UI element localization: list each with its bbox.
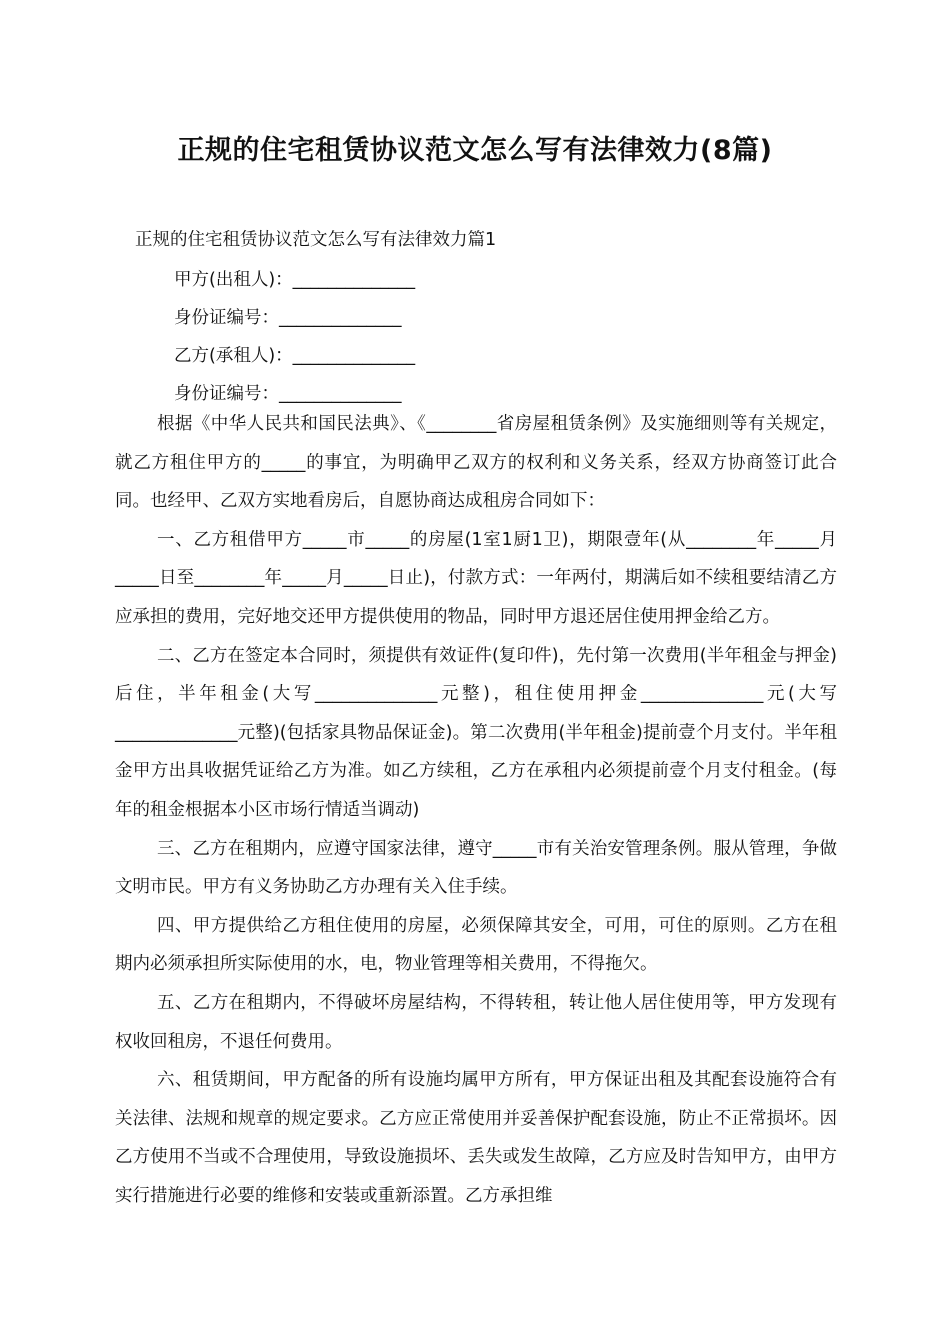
section-heading: 正规的住宅租赁协议范文怎么写有法律效力篇1 bbox=[135, 230, 497, 250]
landlord-id-field: 身份证编号：______________ bbox=[174, 308, 402, 328]
paragraph-clause-3: 三、乙方在租期内，应遵守国家法律，遵守_____市有关治安管理条例。服从管理，争做文明市民。甲方有义务协助乙方办理有关入住手续。 bbox=[115, 838, 837, 898]
landlord-field: 甲方(出租人)：______________ bbox=[174, 270, 416, 290]
tenant-id-field: 身份证编号：______________ bbox=[174, 384, 402, 404]
contract-body bbox=[115, 405, 837, 1215]
paragraph-clause-6: 六、租赁期间，甲方配备的所有设施均属甲方所有，甲方保证出租及其配套设施符合有关法律、法规和规章的规定要求。乙方应正常使用并妥善保护配套设施，防止不正常损坏。因乙方使用不当或不合理使用，导致设施损坏、丢失或发生故障，乙方应及时告知甲方，由甲方实行措施进行必要的维修和安装或重新添置。乙方承担维 bbox=[115, 1070, 837, 1206]
tenant-field: 乙方(承租人)：______________ bbox=[174, 346, 416, 366]
paragraph-clause-1: 一、乙方租借甲方_____市_____的房屋(1室1厨1卫)，期限壹年(从________年_____月_____日至________年_____月_____日止)，付款方式：一年两付，期满后如不续租要结清乙方应承担的费用，完好地交还甲方提供使用的物品，同时甲方退还居住使用押金给乙方。 bbox=[115, 529, 837, 627]
paragraph-clause-2: 二、乙方在签定本合同时，须提供有效证件(复印件)，先付第一次费用(半年租金与押金)后住，半年租金(大写______________元整)，租住使用押金______________元(大写______________元整)(包括家具物品保证金)。第二次费用(半年租金)提前壹个月支付。半年租金甲方出具收据凭证给乙方为准。如乙方续租，乙方在承租内必须提前壹个月支付租金。(每年的租金根据本小区市场行情适当调动) bbox=[115, 645, 837, 820]
paragraph-preamble: 根据《中华人民共和国民法典》、《________省房屋租赁条例》及实施细则等有关规定，就乙方租住甲方的_____的事宜，为明确甲乙双方的权利和义务关系，经双方协商签订此合同。也经甲、乙双方实地看房后，自愿协商达成租房合同如下： bbox=[115, 414, 837, 512]
document-title: 正规的住宅租赁协议范文怎么写有法律效力(8篇) bbox=[177, 135, 773, 166]
paragraph-clause-4: 四、甲方提供给乙方租住使用的房屋，必须保障其安全，可用，可住的原则。乙方在租期内必须承担所实际使用的水，电，物业管理等相关费用，不得拖欠。 bbox=[115, 915, 837, 975]
paragraph-clause-5: 五、乙方在租期内，不得破坏房屋结构，不得转租，转让他人居住使用等，甲方发现有权收回租房，不退任何费用。 bbox=[115, 992, 837, 1052]
